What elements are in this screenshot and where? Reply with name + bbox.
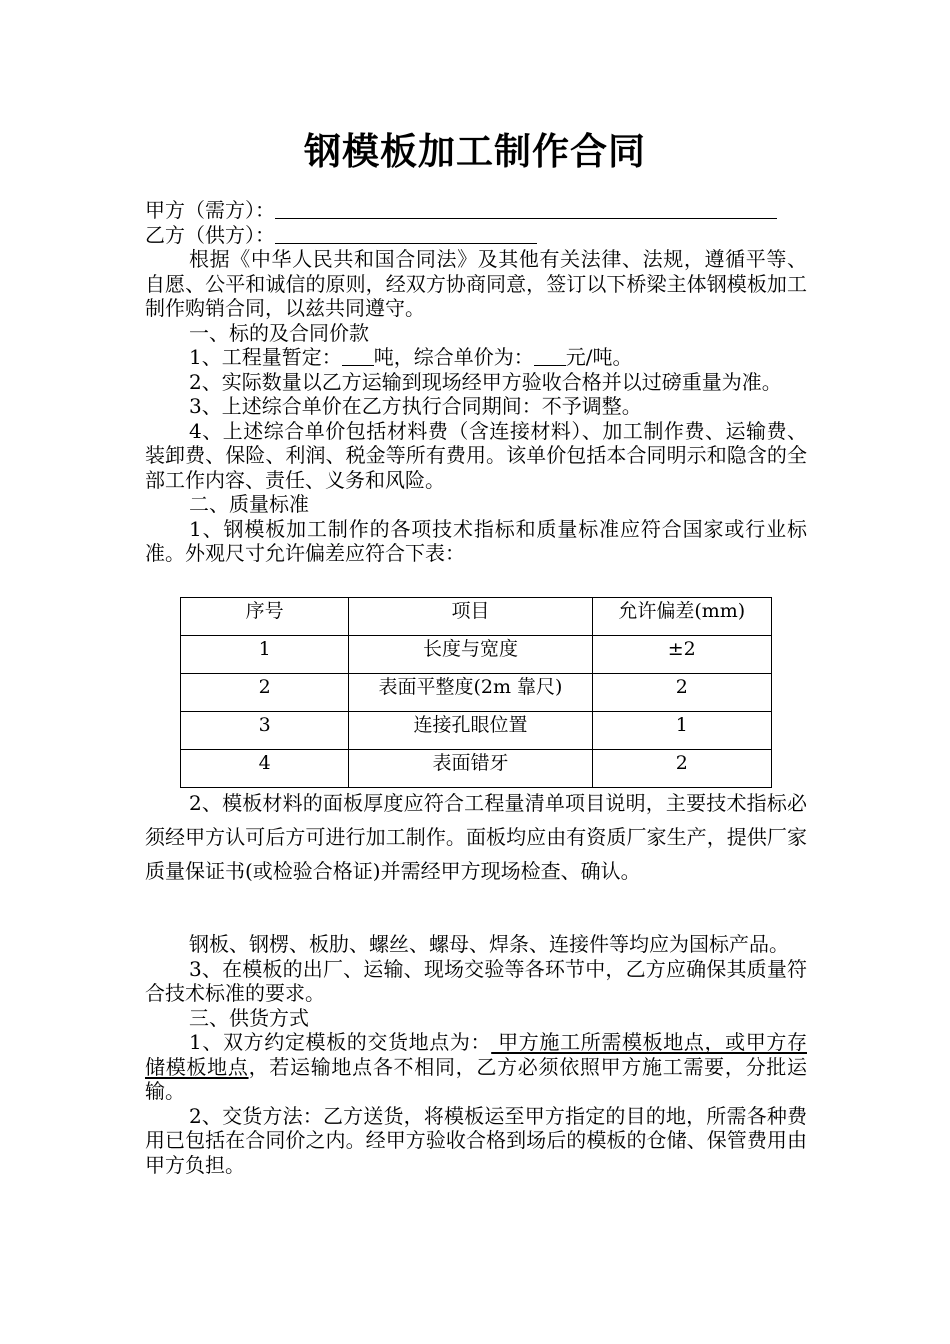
table-cell: 4 bbox=[181, 750, 349, 788]
section1-item3: 3、上述综合单价在乙方执行合同期间：不予调整。 bbox=[189, 394, 642, 418]
table-cell: ±2 bbox=[592, 636, 771, 674]
section1-item2: 2、实际数量以乙方运输到现场经甲方验收合格并以过磅重量为准。 bbox=[189, 369, 782, 394]
party-b-label: 乙方（供方）： bbox=[145, 222, 275, 247]
unit-price-blank bbox=[534, 347, 566, 366]
party-a-label: 甲方（需方）： bbox=[145, 198, 275, 222]
section2-item3: 3、在模板的出厂、运输、现场交验等各环节中，乙方应确保其质量符合技术标准的要求。 bbox=[145, 956, 807, 1005]
delivery-location-underlined: 甲方施工所需模板地点，或甲方存储模板地点 bbox=[145, 1030, 807, 1079]
contract-body-top bbox=[145, 198, 807, 566]
table-header-cell: 项目 bbox=[349, 598, 592, 636]
table-cell: 2 bbox=[592, 750, 771, 788]
table-cell: 2 bbox=[592, 674, 771, 712]
s1-item1-part-a: 1、工程量暂定： bbox=[189, 345, 342, 369]
section3-heading: 三、供货方式 bbox=[189, 1005, 309, 1030]
table-cell: 长度与宽度 bbox=[349, 636, 592, 674]
section1-heading: 一、标的及合同价款 bbox=[189, 320, 369, 345]
section2-item1: 1、钢模板加工制作的各项技术指标和质量标准应符合国家或行业标准。外观尺寸允许偏差应符合下表： bbox=[145, 516, 807, 565]
table-header-row bbox=[181, 598, 772, 636]
section3-item2: 2、交货方法：乙方送货，将模板运至甲方指定的目的地，所需各种费用已包括在合同价之内。经甲方验收合格到场后的模板的仓储、保管费用由甲方负担。 bbox=[145, 1103, 807, 1177]
tolerance-table bbox=[180, 597, 772, 788]
table-cell: 连接孔眼位置 bbox=[349, 712, 592, 750]
table-row bbox=[181, 674, 772, 712]
table-header-cell: 允许偏差(mm) bbox=[592, 598, 771, 636]
document-title: 钢模板加工制作合同 bbox=[304, 129, 646, 173]
table-cell: 表面错牙 bbox=[349, 750, 592, 788]
table-header-cell: 序号 bbox=[181, 598, 349, 636]
section1-item1 bbox=[145, 345, 807, 370]
table-row bbox=[181, 712, 772, 750]
table-cell: 表面平整度(2m 靠尺) bbox=[349, 674, 592, 712]
s1-item1-part-b: 吨，综合单价为： bbox=[373, 345, 534, 369]
table-cell: 3 bbox=[181, 712, 349, 750]
table-cell: 2 bbox=[181, 674, 349, 712]
party-b-blank bbox=[275, 223, 537, 244]
section2-item2-materials: 钢板、钢楞、板肋、螺丝、螺母、焊条、连接件等均应为国标产品。 bbox=[189, 932, 789, 956]
s3-item1-part-b: ，若运输地点各不相同，乙方必须依照甲方施工需要，分批运输。 bbox=[145, 1054, 808, 1103]
contract-body-middle bbox=[145, 786, 807, 888]
table-cell: 1 bbox=[592, 712, 771, 750]
party-a-blank bbox=[275, 198, 777, 219]
s1-item1-part-c: 元/吨。 bbox=[565, 345, 633, 369]
intro-paragraph: 根据《中华人民共和国合同法》及其他有关法律、法规，遵循平等、自愿、公平和诚信的原则，经双方协商同意，签订以下桥梁主体钢模板加工制作购销合同，以兹共同遵守。 bbox=[145, 247, 807, 320]
table-row bbox=[181, 750, 772, 788]
section2-heading: 二、质量标准 bbox=[189, 492, 309, 516]
contract-body-bottom bbox=[145, 932, 807, 1177]
s3-item1-part-a: 1、双方约定模板的交货地点为： bbox=[189, 1030, 492, 1054]
table-row bbox=[181, 636, 772, 674]
party-b-line bbox=[145, 223, 807, 248]
party-a-line bbox=[145, 198, 807, 223]
section1-item4: 4、上述综合单价包括材料费（含连接材料）、加工制作费、运输费、装卸费、保险、利润、税金等所有费用。该单价包括本合同明示和隐含的全部工作内容、责任、义务和风险。 bbox=[145, 418, 807, 492]
quantity-blank bbox=[342, 347, 374, 366]
section2-item2: 2、模板材料的面板厚度应符合工程量清单项目说明，主要技术指标必须经甲方认可后方可进行加工制作。面板均应由有资质厂家生产，提供厂家质量保证书(或检验合格证)并需经甲方现场检查、确认。 bbox=[145, 791, 807, 883]
table-cell: 1 bbox=[181, 636, 349, 674]
section3-item1 bbox=[145, 1030, 807, 1104]
